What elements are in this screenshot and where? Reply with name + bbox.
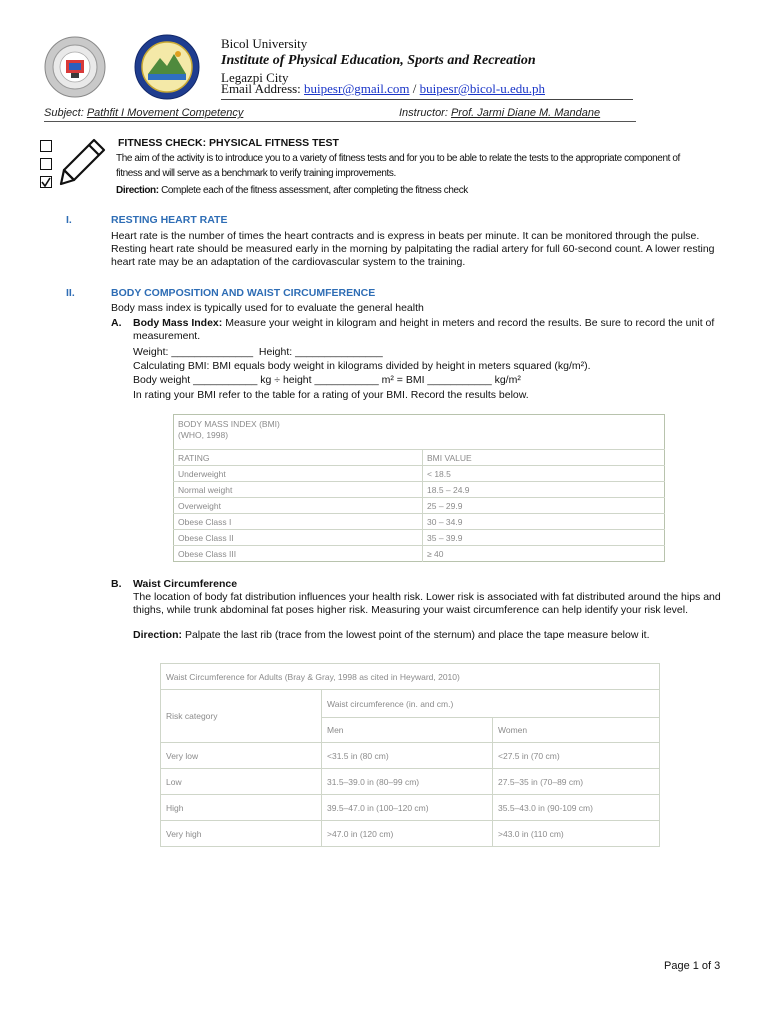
waist-col-risk: Risk category — [161, 690, 322, 743]
direction-text: Complete each of the fitness assessment, after completing the fitness check — [161, 185, 468, 196]
checkbox-icon — [40, 158, 52, 170]
subject-bar — [44, 107, 636, 122]
bmi-value-cell: 35 – 39.9 — [423, 530, 665, 546]
page-number: Page 1 of 3 — [664, 960, 721, 972]
email-separator: / — [412, 81, 417, 96]
waist-text: The location of body fat distribution influences your health risk. Lower risk is associated with fat distributed around the hips and thighs, while trunk abdominal fat poses higher risk. Measuring your waist circumference can help identify your risk level. — [133, 591, 721, 616]
bmi-instructions — [133, 317, 729, 343]
waist-women-cell: <27.5 in (70 cm) — [493, 743, 660, 769]
bmi-rating-cell: Obese Class III — [174, 546, 423, 562]
waist-col-men: Men — [322, 718, 493, 743]
bmi-rating-cell: Obese Class II — [174, 530, 423, 546]
bmi-table-header-row — [174, 450, 665, 466]
university-name: Bicol University — [221, 36, 308, 51]
waist-title — [133, 578, 237, 591]
weight-height-line: Weight: ______________ Height: _______________ — [133, 346, 383, 358]
fitness-check-direction — [116, 183, 716, 198]
section-1-title: RESTING HEART RATE — [111, 214, 228, 226]
bmi-rating-cell: Obese Class I — [174, 514, 423, 530]
bmi-item-text: Measure your weight in kilogram and height in meters and record the results. Be sure to record the unit of measurement. — [133, 317, 715, 342]
bmi-value-cell: 30 – 34.9 — [423, 514, 665, 530]
fitness-check-intro: The aim of the activity is to introduce you to a variety of fitness tests and for you to be able to relate the tests to the appropriate component of fitness and will serve as a benchmark to verify training improvements. — [116, 153, 680, 179]
bmi-value-cell: ≥ 40 — [423, 546, 665, 562]
bmi-label — [111, 317, 122, 330]
calc-bmi-line: Calculating BMI: BMI equals body weight in kilograms divided by height in meters squared (kg/m²). — [133, 360, 591, 372]
waist-men-cell: >47.0 in (120 cm) — [322, 821, 493, 847]
bmi-table — [173, 414, 665, 562]
waist-table-header-row — [161, 690, 660, 718]
checkbox-icon — [40, 140, 52, 152]
institute-name: Institute of Physical Education, Sports and Recreation — [221, 53, 536, 68]
bmi-value-cell: < 18.5 — [423, 466, 665, 482]
direction-label: Direction: — [116, 185, 159, 196]
fitness-check-title: FITNESS CHECK: PHYSICAL FITNESS TEST — [118, 137, 339, 149]
waist-direction-label: Direction: — [133, 629, 183, 641]
section-2-title: BODY COMPOSITION AND WAIST CIRCUMFERENCE — [111, 287, 376, 299]
bmi-table-title-row — [174, 415, 665, 450]
waist-women-cell: 35.5–43.0 in (90-109 cm) — [493, 795, 660, 821]
waist-risk-cell: High — [161, 795, 322, 821]
table-row — [161, 769, 660, 795]
table-row — [174, 546, 665, 562]
waist-item-title: Waist Circumference — [133, 578, 238, 590]
waist-table — [160, 663, 660, 847]
table-row — [174, 530, 665, 546]
table-row — [174, 498, 665, 514]
email-link-gmail[interactable]: buipesr@gmail.com — [304, 81, 410, 96]
instructor-label: Instructor: — [399, 107, 448, 119]
instructor-group — [399, 107, 600, 119]
table-row — [161, 743, 660, 769]
waist-men-cell: 39.5–47.0 in (100–120 cm) — [322, 795, 493, 821]
instructor-value: Prof. Jarmi Diane M. Mandane — [450, 107, 601, 119]
bicol-university-seal — [44, 36, 106, 98]
subject-label: Subject: — [44, 107, 84, 119]
waist-risk-cell: Low — [161, 769, 322, 795]
bmi-formula-line: Body weight ___________ kg ÷ height ___________ m² = BMI ___________ kg/m² — [133, 374, 521, 386]
ipesr-seal — [134, 34, 200, 100]
bmi-table-title: BODY MASS INDEX (BMI) — [178, 419, 280, 429]
waist-women-cell: >43.0 in (110 cm) — [493, 821, 660, 847]
table-row — [161, 821, 660, 847]
bmi-col-rating: RATING — [174, 450, 423, 466]
email-label: Email Address: — [221, 81, 301, 96]
section-2-number: II. — [66, 287, 75, 299]
header-rule — [221, 99, 633, 100]
table-row — [174, 466, 665, 482]
waist-risk-cell: Very low — [161, 743, 322, 769]
bmi-rating-cell: Overweight — [174, 498, 423, 514]
bmi-value-cell: 25 – 29.9 — [423, 498, 665, 514]
waist-risk-cell: Very high — [161, 821, 322, 847]
bmi-item-title: Body Mass Index: — [133, 317, 223, 329]
waist-label — [111, 578, 122, 591]
bmi-rating-line: In rating your BMI refer to the table for a rating of your BMI. Record the results below. — [133, 389, 529, 401]
section-1-number: I. — [66, 214, 72, 226]
bmi-table-source: (WHO, 1998) — [178, 430, 229, 440]
waist-men-cell: <31.5 in (80 cm) — [322, 743, 493, 769]
bmi-value-cell: 18.5 – 24.9 — [423, 482, 665, 498]
city-name: Legazpi City — [221, 70, 289, 85]
bmi-rating-cell: Underweight — [174, 466, 423, 482]
bmi-item-letter: A. — [111, 317, 122, 329]
email-line — [221, 81, 545, 97]
waist-table-title: Waist Circumference for Adults (Bray & Gray, 1998 as cited in Heyward, 2010) — [161, 664, 660, 690]
waist-col-circumference: Waist circumference (in. and cm.) — [322, 690, 660, 718]
bmi-rating-cell: Normal weight — [174, 482, 423, 498]
waist-men-cell: 31.5–39.0 in (80–99 cm) — [322, 769, 493, 795]
section-2-intro: Body mass index is typically used for to evaluate the general health — [111, 302, 424, 314]
waist-women-cell: 27.5–35 in (70–89 cm) — [493, 769, 660, 795]
email-link-bicol[interactable]: buipesr@bicol-u.edu.ph — [419, 81, 545, 96]
table-row — [161, 795, 660, 821]
subject-value: Pathfit I Movement Competency — [86, 107, 244, 119]
waist-table-title-row — [161, 664, 660, 690]
checked-checkbox-icon — [40, 176, 52, 188]
waist-direction-text: Palpate the last rib (trace from the lowest point of the sternum) and place the tape measure below it. — [184, 629, 650, 641]
waist-item-letter: B. — [111, 578, 122, 590]
table-row — [174, 482, 665, 498]
waist-col-women: Women — [493, 718, 660, 743]
table-row — [174, 514, 665, 530]
bmi-col-value: BMI VALUE — [423, 450, 665, 466]
pencil-icon — [58, 136, 108, 193]
section-1-text: Heart rate is the number of times the heart contracts and is express in beats per minute. It can be monitored through the pulse. Resting heart rate should be measured early in the morning by palpitating the radial artery for full 60-second count. A lower resting heart rate may be an adaptation of the cardiovascular system to the training. — [111, 230, 715, 268]
waist-direction — [133, 629, 650, 642]
